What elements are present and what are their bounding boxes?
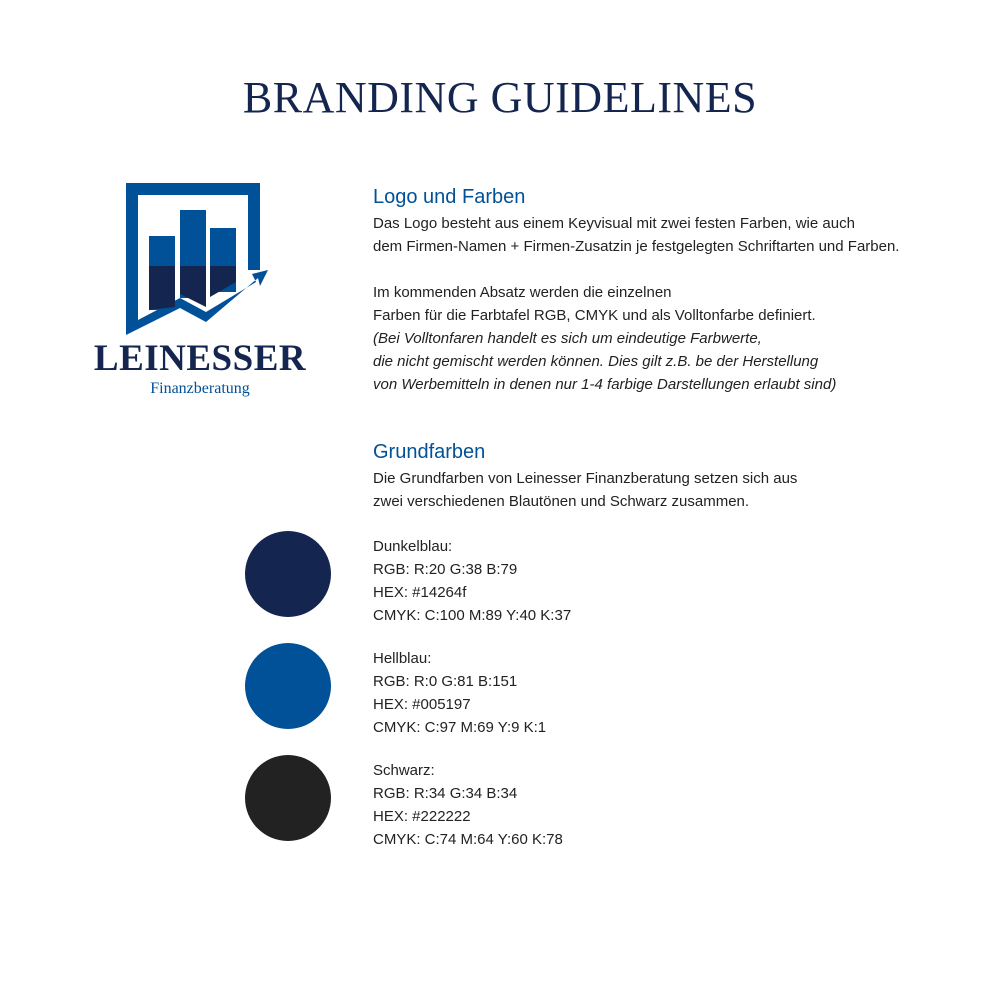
color-name: Dunkelblau:: [373, 538, 453, 555]
color-name: Schwarz:: [373, 762, 435, 779]
color-cmyk: CMYK: C:97 M:69 Y:9 K:1: [373, 719, 547, 736]
logo-section-text: [373, 212, 899, 396]
color-spec-dunkelblau: [373, 535, 571, 627]
swatch-dunkelblau: [245, 531, 331, 617]
colors-section-heading: Grundfarben: [373, 441, 486, 463]
note-line: von Werbemitteln in denen nur 1-4 farbige Darstellungen erlaubt sind): [373, 376, 837, 393]
color-hex: HEX: #222222: [373, 808, 471, 825]
swatch-hellblau: [245, 643, 331, 729]
color-rgb: RGB: R:34 G:34 B:34: [373, 785, 518, 802]
color-spec-schwarz: [373, 759, 563, 851]
color-hex: HEX: #005197: [373, 696, 471, 713]
logo-section-heading: Logo und Farben: [373, 186, 526, 208]
text-line: Farben für die Farbtafel RGB, CMYK und als Volltonfarbe definiert.: [373, 307, 816, 324]
text-line: Das Logo besteht aus einem Keyvisual mit zwei festen Farben, wie auch: [373, 215, 855, 232]
color-name: Hellblau:: [373, 650, 432, 667]
note-line: die nicht gemischt werden können. Dies gilt z.B. be der Herstellung: [373, 353, 819, 370]
text-line: zwei verschiedenen Blautönen und Schwarz zusammen.: [373, 493, 750, 510]
color-cmyk: CMYK: C:100 M:89 Y:40 K:37: [373, 607, 572, 624]
page-title: BRANDING GUIDELINES: [242, 73, 758, 122]
swatch-schwarz: [245, 755, 331, 841]
colors-section-text: [373, 467, 797, 513]
color-rgb: RGB: R:20 G:38 B:79: [373, 561, 518, 578]
text-line: dem Firmen-Namen + Firmen-Zusatzin je festgelegten Schriftarten und Farben.: [373, 238, 900, 255]
logo-subtitle: Finanzberatung: [150, 380, 250, 397]
note-line: (Bei Volltonfaren handelt es sich um eindeutige Farbwerte,: [373, 330, 762, 347]
text-line: Im kommenden Absatz werden die einzelnen: [373, 284, 672, 301]
color-cmyk: CMYK: C:74 M:64 Y:60 K:78: [373, 831, 563, 848]
color-spec-hellblau: [373, 647, 546, 739]
color-hex: HEX: #14264f: [373, 584, 467, 601]
logo-name: LEINESSER: [93, 338, 307, 379]
text-line: Die Grundfarben von Leinesser Finanzberatung setzen sich aus: [373, 470, 798, 487]
color-rgb: RGB: R:0 G:81 B:151: [373, 673, 518, 690]
